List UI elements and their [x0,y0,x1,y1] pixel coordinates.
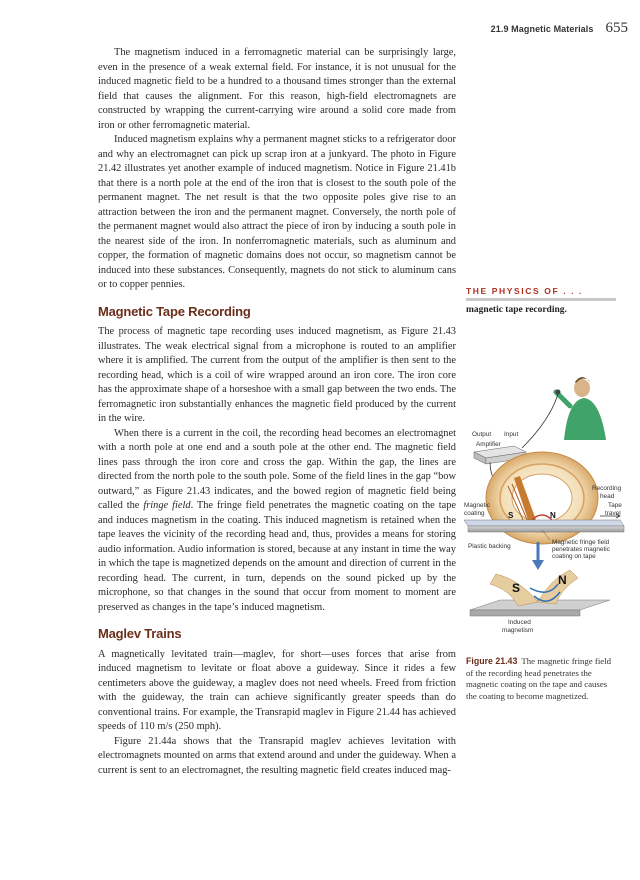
tape-travel-label-2: travel [605,510,621,517]
closeup-detail [470,570,610,616]
fringe-label-1: Magnetic fringe field [552,539,610,546]
magnetic-coating-label-1: Magnetic [464,502,490,509]
figure-number: Figure 21.43 [466,656,518,666]
page-number: 655 [605,20,628,36]
tape-paragraph-2 [98,427,456,616]
plastic-backing-label: Plastic backing [468,543,511,550]
recording-head-label-1: Recording [592,485,622,492]
zoom-arrow-icon [532,560,544,570]
physics-of-topic: magnetic tape recording. [466,305,567,315]
figure-21-43 [460,370,630,640]
tape-paragraph-1: The process of magnetic tape recording uses induced magnetism, as Figure 21.43 illustrates. The weak electrical signal from a microphone is routed to an amplifier where it is amplified. The current from the output of the amplifier is then sent to the recording head, which is a coil of wire wrapped around an iron core. The iron core has the approximate shape of a horseshoe with a small gap between the two ends. The ferromagnetic iron substantially enhances the magnetic field produced by the current in the wire. [98,326,456,424]
induced-magnetism-label-2: magnetism [502,627,534,634]
tape-paragraph-2-start: When there is a current in the coil, the recording head becomes an electromagnet with a north pole at one end and a south pole at the other end. The magnetic field lines pass through the iron core and cross the gap. Within the gap, the lines are directed from the north pole to the south pole. Some of the field lines in the gap “bow outward,” as Figure 21.43 indicates, and the bowed region of magnetic field being called the [98,427,456,511]
input-label: Input [504,431,519,438]
main-column [98,46,456,778]
tape-paragraph-2-end: . The fringe field penetrates the magnetic coating on the tape and induces magnetism in the coating. This induced magnetism is retained when the tape leaves the vicinity of the recording head and, thus, provides a means for storing audio information. Audio information is stored, because at any instant in time the way in which the tape is magnetized depends on the amount and direction of current in the recording head. The current, in turn, depends on the sound picked up by the microphone, so that changes in the sound that occur from moment to moment are preserved as changes in the tape’s induced magnetism. [98,500,457,613]
closeup-south-pole-label: S [512,581,521,595]
fringe-label-2: penetrates magnetic [552,546,610,553]
maglev-heading: Maglev Trains [98,626,182,641]
output-label: Output [472,431,492,438]
magnetic-coating-label-2: coating [464,510,485,517]
intro-paragraph-2: Induced magnetism explains why a permanent magnet sticks to a refrigerator door and why an electromagnet can pick up scrap iron at a junkyard. The photo in Figure 21.42 illustrates yet another example of induced magnetism. Notice in Figure 21.41b that there is a north pole at the end of the iron that is closest to the south pole of the permanent magnet. The net result is that the two opposite poles give rise to an attraction between the iron and the permanent magnet. Conversely, the north pole of the permanent magnet would also attract the piece of iron by inducing a south pole in the nearest side of the iron. In nonferromagnetic materials, such as aluminum and copper, the formation of magnetic domains does not occur, so magnetism cannot be induced into these substances. Consequently, magnets do not stick to aluminum cans or to copper pennies. [98,134,456,290]
figure-caption [466,656,618,702]
intro-paragraph-1: The magnetism induced in a ferromagnetic material can be surprisingly large, even in the presence of a weak external field. For instance, it is not unusual for the induced magnetic field to be a hundred to a thousand times stronger than the external field that causes the alignment. For this reason, high-field electromagnets are constructed by wrapping the current-carrying wire around a solid core made from iron or other ferromagnetic material. [98,47,456,131]
fringe-label-3: coating on tape [552,553,596,560]
recording-head-diagram [460,370,630,640]
tape-recording-heading: Magnetic Tape Recording [98,303,251,319]
section-title: 21.9 Magnetic Materials [490,24,594,34]
physics-of-kicker: THE PHYSICS OF . . . [466,286,616,301]
induced-magnetism-label-1: Induced [508,619,531,626]
tape-travel-label-1: Tape [608,502,622,509]
recording-head-label-2: head [600,493,615,500]
maglev-paragraph-2: Figure 21.44a shows that the Transrapid maglev achieves levitation with electromagnets mounted on arms that extend around and under the guideway. When a current is sent to an electromagnet, the resulting magnetic field creates induced mag- [98,735,456,776]
maglev-paragraph-1: A magnetically levitated train—maglev, for short—uses forces that arise from induced magnetism to levitate or float above a guideway. Since it rides a few centimeters above the guideway, a maglev does not need wheels. Freed from friction with the guideway, the train can achieve significantly greater speeds than do conventional trains. For example, the Transrapid maglev in Figure 21.44 has achieved speeds of 110 m/s (250 mph). [98,648,456,732]
head-north-pole-label: N [550,511,556,520]
running-header [491,20,628,37]
closeup-north-pole-label: N [558,573,567,587]
head-south-pole-label: S [508,511,514,520]
amplifier-label: Amplifier [476,441,501,448]
person-with-microphone-icon [556,377,607,440]
physics-of-sidebar [466,286,616,315]
figure-caption-text: The magnetic fringe field of the recording head penetrates the magnetic coating on the tape and causes the coating to become magnetized. [466,656,612,701]
fringe-field-term: fringe field [143,500,191,511]
